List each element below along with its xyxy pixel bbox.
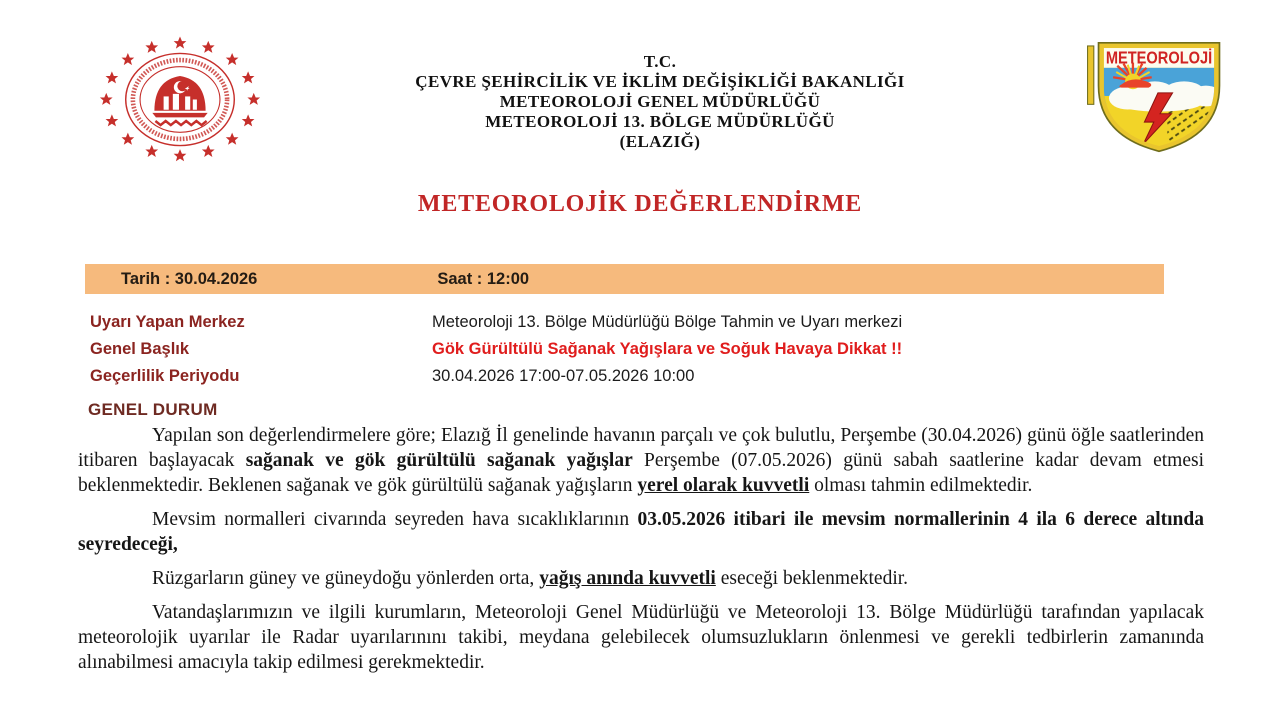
info-bar (85, 264, 1164, 294)
field-label: Uyarı Yapan Merkez (90, 313, 245, 331)
ministry-seal-icon (98, 36, 262, 163)
section-heading: GENEL DURUM (88, 400, 218, 419)
field-row-warning-center (90, 309, 1180, 336)
header-line-city: (ELAZIĞ) (619, 132, 701, 151)
paragraph-temperature: Mevsim normalleri civarında seyreden hava sıcaklıklarının 03.05.2026 itibari ile mevsim normallerinin 4 ila 6 derece altında seyredeceği, (78, 509, 1204, 555)
field-row-validity-period (90, 363, 1180, 390)
field-label: Geçerlilik Periyodu (90, 367, 240, 385)
field-label: Genel Başlık (90, 340, 190, 358)
paragraph-wind: Rüzgarların güney ve güneydoğu yönlerden orta, yağış anında kuvvetli eseceği beklenmektedir. (152, 568, 909, 589)
page-title: METEOROLOJİK DEĞERLENDİRME (417, 191, 863, 217)
paragraph-forecast: Yapılan son değerlendirmelere göre; Elazığ İl genelinde havanın parçalı ve çok bulutlu, Perşembe (30.04.2026) günü öğle saatlerinden itibaren başlayacak sağanak ve gök gürültülü sağanak yağışlar Perşembe (07.05.2026) günü sabah saatlerine kadar devam etmesi beklenmektedir. Beklenen sağanak ve gök gürültülü sağanak yağışların yerel olarak kuvvetli olması tahmin edilmektedir. (78, 425, 1204, 496)
field-table (90, 309, 1180, 390)
time-value: Saat : 12:00 (437, 269, 530, 288)
header-line-region: METEOROLOJİ 13. BÖLGE MÜDÜRLÜĞÜ (485, 112, 835, 131)
header-line-tc: T.C. (643, 52, 677, 71)
ministry-header (290, 52, 1030, 152)
header-line-ministry: ÇEVRE ŞEHİRCİLİK VE İKLİM DEĞİŞİKLİĞİ BAKANLIĞI (415, 72, 905, 91)
meteorology-badge-icon (1086, 33, 1232, 159)
field-value: 30.04.2026 17:00-07.05.2026 10:00 (432, 367, 695, 385)
field-row-general-title (90, 336, 1180, 363)
header-line-directorate: METEOROLOJİ GENEL MÜDÜRLÜĞÜ (499, 92, 821, 111)
body-text (78, 423, 1204, 684)
paragraph-advice: Vatandaşlarımızın ve ilgili kurumların, Meteoroloji Genel Müdürlüğü ve Meteoroloji 13. Bölge Müdürlüğü tarafından yapılacak meteorolojik uyarılar ile Radar uyarılarınını takibi, meydana gelebilecek olumsuzlukların önlenmesi ve gerekli tedbirlerin zamanında alınabilmesi amacıyla takip edilmesi gerekmektedir. (78, 602, 1204, 673)
date-value: Tarih : 30.04.2026 (121, 269, 258, 288)
field-value-warning: Gök Gürültülü Sağanak Yağışlara ve Soğuk Havaya Dikkat !! (432, 340, 903, 358)
field-value: Meteoroloji 13. Bölge Müdürlüğü Bölge Tahmin ve Uyarı merkezi (432, 313, 903, 331)
badge-title: METEOROLOJİ (1105, 47, 1213, 68)
